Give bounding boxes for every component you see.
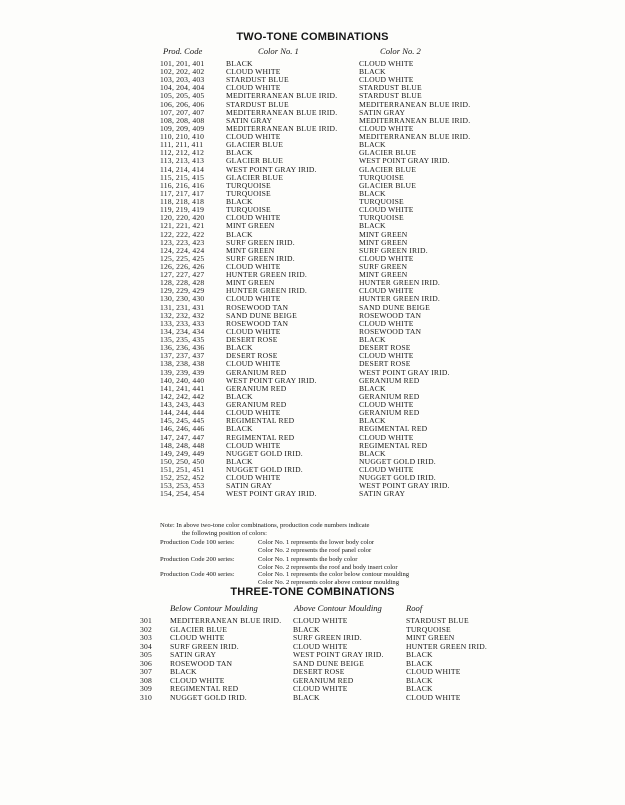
color-1-cell: TURQUOISE [226, 205, 271, 215]
three-tone-code-cell: 304 [140, 641, 152, 651]
table-row [0, 279, 625, 287]
prod-code-cell: 123, 223, 423 [160, 237, 205, 247]
prod-code-cell: 130, 230, 430 [160, 294, 205, 304]
prod-code-cell: 152, 252, 452 [160, 473, 205, 483]
above-moulding-cell: BLACK [293, 624, 320, 634]
color-2-cell: TURQUOISE [359, 172, 404, 182]
three-tone-code-cell: 306 [140, 658, 152, 668]
prod-code-cell: 104, 204, 404 [160, 83, 205, 93]
three-tone-code-cell: 307 [140, 667, 152, 676]
series-label: Production Code 100 series: [160, 539, 235, 546]
color-1-cell: MEDITERRANEAN BLUE IRID. [226, 91, 338, 101]
prod-code-cell: 105, 205, 405 [160, 91, 205, 101]
color-1-cell: TURQUOISE [226, 180, 271, 190]
table-row [0, 263, 625, 271]
color-2-cell: HUNTER GREEN IRID. [359, 278, 441, 288]
three-tone-code-cell: 301 [140, 616, 152, 625]
table-row [0, 92, 625, 100]
table-row [0, 694, 625, 702]
color-2-cell: MEDITERRANEAN BLUE IRID. [359, 115, 471, 125]
prod-code-cell: 148, 248, 448 [160, 440, 205, 450]
color-1-cell: MINT GREEN [226, 221, 275, 231]
prod-code-cell: 128, 228, 428 [160, 278, 205, 288]
color-2-cell: CLOUD WHITE [359, 465, 414, 474]
table-row [0, 76, 625, 84]
color-1-cell: STARDUST BLUE [226, 99, 289, 109]
color-1-cell: BLACK [226, 343, 253, 353]
color-2-cell: BLACK [359, 67, 386, 77]
prod-code-cell: 137, 237, 437 [160, 351, 205, 361]
color-2-cell: STARDUST BLUE [359, 83, 422, 93]
color-2-cell: SATIN GRAY [359, 489, 406, 499]
color-2-cell: ROSEWOOD TAN [359, 326, 422, 336]
table-row [0, 214, 625, 222]
table-row [0, 166, 625, 174]
below-moulding-header: Below Contour Moulding [170, 603, 258, 613]
prod-code-cell: 140, 240, 440 [160, 375, 205, 385]
prod-code-cell: 103, 203, 403 [160, 75, 205, 85]
color-2-cell: CLOUD WHITE [359, 351, 414, 361]
table-row [0, 320, 625, 328]
table-row [0, 360, 625, 368]
color-2-cell: CLOUD WHITE [359, 432, 414, 442]
color-2-cell: SURF GREEN [359, 262, 408, 271]
roof-cell: TURQUOISE [406, 624, 451, 634]
table-row [0, 174, 625, 182]
color-1-cell: SURF GREEN IRID. [226, 253, 295, 263]
table-row [0, 393, 625, 401]
prod-code-cell: 138, 238, 438 [160, 359, 205, 369]
prod-code-cell: 149, 249, 449 [160, 448, 205, 458]
table-row [0, 352, 625, 360]
color-1-cell: MINT GREEN [226, 245, 275, 255]
three-tone-code-cell: 305 [140, 650, 152, 659]
color-2-cell: NUGGET GOLD IRID. [359, 473, 436, 483]
table-row [0, 247, 625, 255]
above-moulding-cell: WEST POINT GRAY IRID. [293, 650, 384, 659]
table-row [0, 401, 625, 409]
note-line: Note: In above two-tone color combinations, production code numbers indicate [160, 522, 370, 529]
color-2-cell: BLACK [359, 416, 386, 426]
color-2-cell: DESERT ROSE [359, 343, 411, 353]
prod-code-cell: 134, 234, 434 [160, 326, 205, 336]
table-row [0, 271, 625, 279]
color-2-cell: MINT GREEN [359, 237, 408, 247]
color-1-cell: CLOUD WHITE [226, 213, 281, 223]
color-1-cell: NUGGET GOLD IRID. [226, 448, 303, 458]
table-row [0, 450, 625, 458]
color-2-cell: TURQUOISE [359, 213, 404, 223]
color-2-cell: CLOUD WHITE [359, 205, 414, 215]
above-moulding-cell: CLOUD WHITE [293, 616, 348, 625]
roof-cell: BLACK [406, 675, 433, 685]
color-1-cell: GERANIUM RED [226, 383, 287, 393]
prod-code-cell: 133, 233, 433 [160, 318, 205, 328]
note-line: the following position of colors: [182, 530, 267, 537]
table-row [0, 685, 625, 693]
color-1-cell: NUGGET GOLD IRID. [226, 465, 303, 474]
color-2-cell: STARDUST BLUE [359, 91, 422, 101]
table-row [0, 206, 625, 214]
prod-code-cell: 153, 253, 453 [160, 481, 205, 491]
color-1-cell: CLOUD WHITE [226, 326, 281, 336]
below-moulding-cell: MEDITERRANEAN BLUE IRID. [170, 616, 282, 625]
above-moulding-header: Above Contour Moulding [294, 603, 382, 613]
color-1-cell: GERANIUM RED [226, 367, 287, 377]
color-2-cell: BLACK [359, 140, 386, 150]
color-1-cell: BLACK [226, 456, 253, 466]
color-1-cell: GLACIER BLUE [226, 140, 284, 150]
color-2-cell: CLOUD WHITE [359, 123, 414, 133]
color-2-cell: BLACK [359, 448, 386, 458]
roof-cell: HUNTER GREEN IRID. [406, 641, 488, 651]
color-2-cell: WEST POINT GRAY IRID. [359, 156, 450, 166]
table-row [0, 466, 625, 474]
series-line: Color No. 2 represents color above contour moulding [258, 578, 400, 586]
color-2-cell: SURF GREEN IRID. [359, 245, 428, 255]
roof-cell: BLACK [406, 650, 433, 659]
color-1-cell: DESERT ROSE [226, 335, 278, 345]
prod-code-cell: 143, 243, 443 [160, 400, 205, 410]
roof-cell: BLACK [406, 658, 433, 668]
prod-code-cell: 142, 242, 442 [160, 391, 205, 401]
color-1-cell: ROSEWOOD TAN [226, 318, 289, 328]
table-row [0, 287, 625, 295]
prod-code-cell: 147, 247, 447 [160, 432, 205, 442]
table-row [0, 231, 625, 239]
table-row [0, 434, 625, 442]
color-2-header: Color No. 2 [380, 46, 421, 56]
prod-code-cell: 109, 209, 409 [160, 123, 205, 133]
series-label: Production Code 200 series: [160, 556, 235, 563]
table-row [0, 425, 625, 433]
above-moulding-cell: SAND DUNE BEIGE [293, 658, 364, 668]
prod-code-cell: 132, 232, 432 [160, 310, 205, 320]
prod-code-cell: 108, 208, 408 [160, 115, 205, 125]
three-tone-code-cell: 310 [140, 692, 152, 702]
color-2-cell: MINT GREEN [359, 229, 408, 239]
color-1-cell: SATIN GRAY [226, 481, 273, 491]
prod-code-cell: 125, 225, 425 [160, 253, 205, 263]
color-1-cell: BLACK [226, 391, 253, 401]
below-moulding-cell: CLOUD WHITE [170, 675, 225, 685]
table-row [0, 490, 625, 498]
prod-code-cell: 122, 222, 422 [160, 229, 205, 239]
table-row [0, 651, 625, 659]
roof-cell: BLACK [406, 684, 433, 693]
color-1-cell: CLOUD WHITE [226, 440, 281, 450]
table-row [0, 377, 625, 385]
color-1-cell: TURQUOISE [226, 188, 271, 198]
prod-code-header: Prod. Code [163, 46, 203, 56]
series-label: Production Code 400 series: [160, 571, 235, 578]
table-row [0, 133, 625, 141]
prod-code-cell: 118, 218, 418 [160, 197, 205, 207]
color-2-cell: NUGGET GOLD IRID. [359, 456, 436, 466]
prod-code-cell: 112, 212, 412 [160, 148, 205, 158]
series-line: Color No. 2 represents the roof and body insert color [258, 563, 398, 571]
color-2-cell: MEDITERRANEAN BLUE IRID. [359, 132, 471, 142]
table-row [0, 385, 625, 393]
below-moulding-cell: BLACK [170, 667, 197, 676]
color-1-cell: WEST POINT GRAY IRID. [226, 375, 317, 385]
table-row [0, 344, 625, 352]
below-moulding-cell: REGIMENTAL RED [170, 684, 239, 693]
table-row [0, 109, 625, 117]
color-1-cell: CLOUD WHITE [226, 67, 281, 77]
color-2-cell: SATIN GRAY [359, 107, 406, 117]
prod-code-cell: 145, 245, 445 [160, 416, 205, 426]
prod-code-cell: 129, 229, 429 [160, 286, 205, 296]
three-tone-code-cell: 309 [140, 684, 152, 693]
color-1-cell: STARDUST BLUE [226, 75, 289, 85]
color-2-cell: MINT GREEN [359, 270, 408, 280]
color-1-cell: BLACK [226, 229, 253, 239]
above-moulding-cell: DESERT ROSE [293, 667, 345, 676]
color-1-cell: CLOUD WHITE [226, 83, 281, 93]
color-1-cell: SURF GREEN IRID. [226, 237, 295, 247]
color-1-cell: REGIMENTAL RED [226, 432, 295, 442]
prod-code-cell: 141, 241, 441 [160, 383, 205, 393]
color-2-cell: CLOUD WHITE [359, 75, 414, 85]
prod-code-cell: 113, 213, 413 [160, 156, 205, 166]
color-2-cell: SAND DUNE BEIGE [359, 302, 430, 312]
prod-code-cell: 136, 236, 436 [160, 343, 205, 353]
color-2-cell: HUNTER GREEN IRID. [359, 294, 441, 304]
prod-code-cell: 111, 211, 411 [160, 140, 204, 150]
color-1-cell: GERANIUM RED [226, 400, 287, 410]
color-2-cell: BLACK [359, 383, 386, 393]
table-row [0, 149, 625, 157]
prod-code-cell: 117, 217, 417 [160, 188, 205, 198]
prod-code-cell: 127, 227, 427 [160, 270, 205, 280]
above-moulding-cell: GERANIUM RED [293, 675, 354, 685]
prod-code-cell: 107, 207, 407 [160, 107, 205, 117]
color-2-cell: GERANIUM RED [359, 391, 420, 401]
table-row [0, 60, 625, 68]
color-2-cell: GERANIUM RED [359, 375, 420, 385]
above-moulding-cell: CLOUD WHITE [293, 684, 348, 693]
color-1-cell: CLOUD WHITE [226, 262, 281, 271]
color-2-cell: REGIMENTAL RED [359, 440, 428, 450]
table-row [0, 634, 625, 642]
prod-code-cell: 124, 224, 424 [160, 245, 205, 255]
roof-cell: STARDUST BLUE [406, 616, 469, 625]
roof-header: Roof [406, 603, 423, 613]
series-line: Color No. 2 represents the roof panel color [258, 546, 372, 554]
prod-code-cell: 106, 206, 406 [160, 99, 205, 109]
color-1-cell: HUNTER GREEN IRID. [226, 286, 308, 296]
table-row [0, 295, 625, 303]
prod-code-cell: 119, 219, 419 [160, 205, 205, 215]
two-tone-title: TWO-TONE COMBINATIONS [236, 31, 389, 43]
color-1-cell: GLACIER BLUE [226, 172, 284, 182]
color-2-cell: TURQUOISE [359, 197, 404, 207]
color-1-cell: MEDITERRANEAN BLUE IRID. [226, 123, 338, 133]
prod-code-cell: 110, 210, 410 [160, 132, 205, 142]
color-2-cell: CLOUD WHITE [359, 286, 414, 296]
prod-code-cell: 135, 235, 435 [160, 335, 205, 345]
prod-code-cell: 146, 246, 446 [160, 424, 205, 434]
prod-code-cell: 150, 250, 450 [160, 456, 205, 466]
three-tone-code-cell: 302 [140, 624, 152, 634]
series-line: Color No. 1 represents the lower body color [258, 539, 375, 546]
color-2-cell: CLOUD WHITE [359, 318, 414, 328]
table-row [0, 668, 625, 676]
three-tone-title: THREE-TONE COMBINATIONS [230, 586, 395, 598]
color-1-cell: CLOUD WHITE [226, 132, 281, 142]
color-1-header: Color No. 1 [258, 46, 299, 56]
table-row [0, 474, 625, 482]
table-row [0, 409, 625, 417]
prod-code-cell: 144, 244, 444 [160, 408, 205, 418]
color-1-cell: BLACK [226, 59, 253, 68]
below-moulding-cell: SURF GREEN IRID. [170, 641, 239, 651]
below-moulding-cell: SATIN GRAY [170, 650, 217, 659]
series-line: Color No. 1 represents the body color [258, 556, 358, 563]
prod-code-cell: 114, 214, 414 [160, 164, 205, 174]
roof-cell: CLOUD WHITE [406, 692, 461, 702]
color-2-cell: WEST POINT GRAY IRID. [359, 481, 450, 491]
color-1-cell: GLACIER BLUE [226, 156, 284, 166]
roof-cell: MINT GREEN [406, 633, 455, 642]
color-1-cell: MINT GREEN [226, 278, 275, 288]
color-1-cell: REGIMENTAL RED [226, 416, 295, 426]
color-2-cell: CLOUD WHITE [359, 59, 414, 68]
three-tone-code-cell: 308 [140, 675, 152, 685]
below-moulding-cell: ROSEWOOD TAN [170, 658, 233, 668]
color-2-cell: CLOUD WHITE [359, 400, 414, 410]
table-row [0, 182, 625, 190]
color-2-cell: GERANIUM RED [359, 408, 420, 418]
table-row [0, 417, 625, 425]
color-1-cell: SATIN GRAY [226, 115, 273, 125]
table-row [0, 255, 625, 263]
color-1-cell: HUNTER GREEN IRID. [226, 270, 308, 280]
above-moulding-cell: CLOUD WHITE [293, 641, 348, 651]
color-1-cell: CLOUD WHITE [226, 408, 281, 418]
color-1-cell: CLOUD WHITE [226, 359, 281, 369]
color-1-cell: ROSEWOOD TAN [226, 302, 289, 312]
table-row [0, 442, 625, 450]
production-code-note [160, 522, 490, 538]
color-2-cell: REGIMENTAL RED [359, 424, 428, 434]
prod-code-cell: 154, 254, 454 [160, 489, 205, 499]
color-1-cell: MEDITERRANEAN BLUE IRID. [226, 107, 338, 117]
above-moulding-cell: SURF GREEN IRID. [293, 633, 362, 642]
color-1-cell: SAND DUNE BEIGE [226, 310, 297, 320]
color-2-cell: GLACIER BLUE [359, 148, 417, 158]
table-row [0, 304, 625, 312]
color-2-cell: CLOUD WHITE [359, 253, 414, 263]
roof-cell: CLOUD WHITE [406, 667, 461, 676]
table-row [0, 336, 625, 344]
table-row [0, 68, 625, 76]
color-2-cell: DESERT ROSE [359, 359, 411, 369]
above-moulding-cell: BLACK [293, 692, 320, 702]
prod-code-cell: 102, 202, 402 [160, 67, 205, 77]
table-row [0, 617, 625, 625]
table-row [0, 141, 625, 149]
prod-code-cell: 121, 221, 421 [160, 221, 205, 231]
prod-code-cell: 101, 201, 401 [160, 59, 205, 68]
color-2-cell: BLACK [359, 188, 386, 198]
prod-code-cell: 131, 231, 431 [160, 302, 205, 312]
table-row [0, 458, 625, 466]
color-2-cell: WEST POINT GRAY IRID. [359, 367, 450, 377]
color-1-cell: BLACK [226, 424, 253, 434]
color-2-cell: BLACK [359, 221, 386, 231]
below-moulding-cell: GLACIER BLUE [170, 624, 228, 634]
color-1-cell: WEST POINT GRAY IRID. [226, 489, 317, 499]
series-line: Color No. 1 represents the color below contour moulding [258, 571, 410, 578]
color-2-cell: GLACIER BLUE [359, 164, 417, 174]
color-1-cell: BLACK [226, 148, 253, 158]
prod-code-cell: 115, 215, 415 [160, 172, 205, 182]
color-1-cell: BLACK [226, 197, 253, 207]
color-2-cell: GLACIER BLUE [359, 180, 417, 190]
table-row [0, 239, 625, 247]
color-1-cell: CLOUD WHITE [226, 473, 281, 483]
color-1-cell: DESERT ROSE [226, 351, 278, 361]
prod-code-cell: 116, 216, 416 [160, 180, 205, 190]
table-row [0, 190, 625, 198]
three-tone-code-cell: 303 [140, 633, 152, 642]
below-moulding-cell: NUGGET GOLD IRID. [170, 692, 247, 702]
color-2-cell: ROSEWOOD TAN [359, 310, 422, 320]
prod-code-cell: 126, 226, 426 [160, 262, 205, 271]
table-row [0, 125, 625, 133]
below-moulding-cell: CLOUD WHITE [170, 633, 225, 642]
color-1-cell: WEST POINT GRAY IRID. [226, 164, 317, 174]
table-row [0, 222, 625, 230]
prod-code-cell: 151, 251, 451 [160, 465, 205, 474]
prod-code-cell: 139, 239, 439 [160, 367, 205, 377]
table-row [0, 328, 625, 336]
color-1-cell: CLOUD WHITE [226, 294, 281, 304]
color-2-cell: BLACK [359, 335, 386, 345]
table-row [0, 198, 625, 206]
prod-code-cell: 120, 220, 420 [160, 213, 205, 223]
color-2-cell: MEDITERRANEAN BLUE IRID. [359, 99, 471, 109]
table-row [0, 312, 625, 320]
